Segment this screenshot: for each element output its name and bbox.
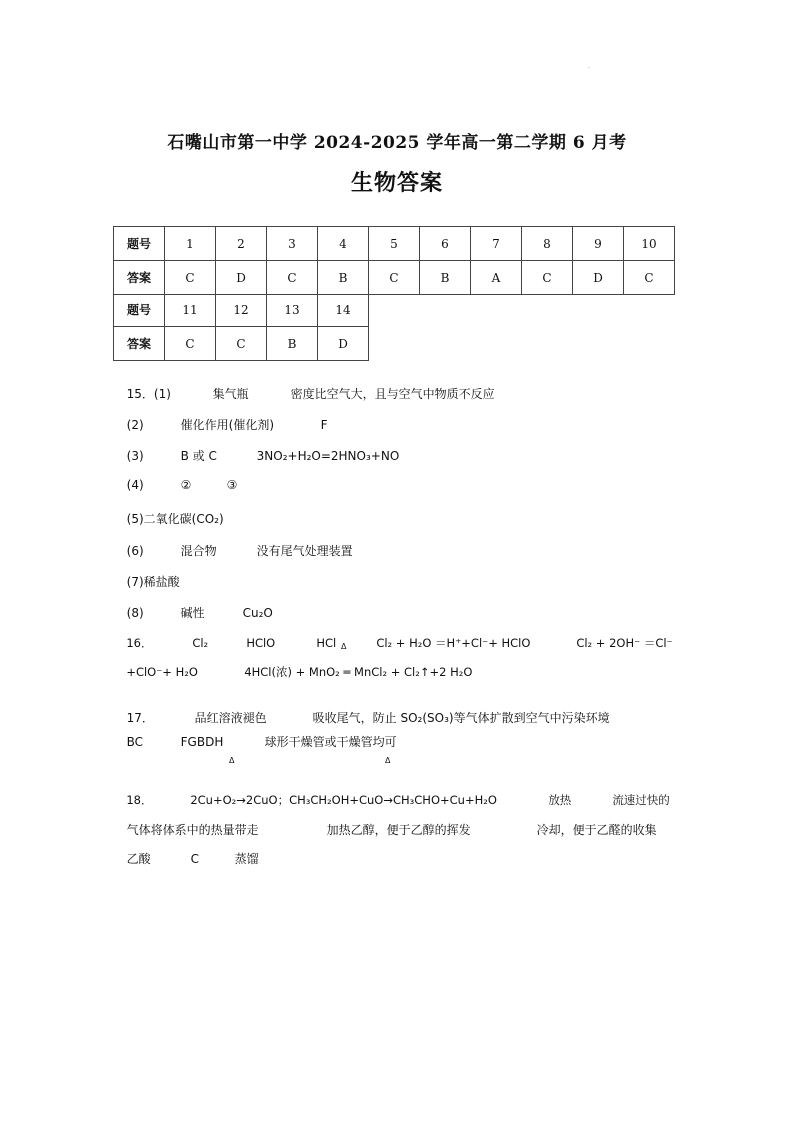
number-cell: 3 (267, 227, 318, 261)
q15-line-6 (119, 528, 353, 559)
answer-cell: B (318, 261, 369, 295)
sub-number: (2) (126, 418, 144, 432)
table-row (114, 327, 369, 361)
answer-text: BC (126, 735, 144, 749)
answer-text: 冷却，便于乙醛的收集 (536, 823, 657, 837)
q18-line-1 (119, 778, 670, 808)
answer-text: Cl₂ + 2OH⁻ ＝Cl⁻ (576, 636, 673, 650)
number-cell: 7 (471, 227, 522, 261)
answer-text: 吸收尾气，防止 SO₂(SO₃)等气体扩散到空气中污染环境 (312, 711, 610, 725)
header-cell: 题号 (114, 227, 165, 261)
sub-number: (4) (126, 478, 144, 492)
question-number: 18． (126, 793, 153, 807)
answer-text: 加热乙醇，便于乙醇的挥发 (326, 823, 471, 837)
sub-number: (8) (126, 606, 144, 620)
table-row (114, 261, 675, 295)
question-number: 16． (126, 636, 153, 650)
question-number: 17． (126, 711, 154, 725)
answer-text: 气体将体系中的热量带走 (126, 823, 259, 837)
heat-symbol: Δ (341, 642, 347, 651)
answer-text: C (190, 852, 200, 866)
number-cell: 1 (165, 227, 216, 261)
answer-cell: D (216, 261, 267, 295)
answer-cell: C (216, 327, 267, 361)
answer-text: 碱性 (180, 606, 205, 620)
number-cell: 5 (369, 227, 420, 261)
answer-text: Cl₂ + H₂O ＝H⁺+Cl⁻+ HClO (376, 636, 531, 650)
answer-text: 球形干燥管或干燥管均可 (264, 735, 397, 749)
sub-number: (3) (126, 449, 144, 463)
answer-cell: A (471, 261, 522, 295)
header-cell: 题号 (114, 293, 165, 327)
answer-cell: C (522, 261, 573, 295)
header-cell: 答案 (114, 261, 165, 295)
answer-text: B 或 C (180, 449, 217, 463)
number-cell: 14 (318, 293, 369, 327)
page-title: 石嘴山市第一中学 2024-2025 学年高一第二学期 6 月考 (167, 133, 627, 153)
number-cell: 11 (165, 293, 216, 327)
number-cell: 6 (420, 227, 471, 261)
answer-text: (7)稀盐酸 (126, 575, 180, 589)
corner-mark: . (588, 63, 590, 70)
q15-line-1 (119, 371, 495, 402)
answer-cell: C (624, 261, 675, 295)
answer-text: Cl₂ (192, 636, 209, 650)
q17-line-2 (119, 719, 397, 750)
answer-text: 3NO₂+H₂O=2HNO₃+NO (256, 449, 400, 463)
table-row (114, 293, 369, 327)
answer-text: 混合物 (180, 544, 217, 558)
question-number: 15．(1) (126, 387, 171, 401)
answer-text: 密度比空气大，且与空气中物质不反应 (290, 387, 495, 401)
answer-text: 催化作用(催化剂) (180, 418, 275, 432)
number-cell: 2 (216, 227, 267, 261)
answer-cell: C (165, 327, 216, 361)
answer-cell: D (318, 327, 369, 361)
q15-line-8 (119, 590, 273, 621)
answer-cell: B (420, 261, 471, 295)
answer-text: 品红溶液褪色 (194, 711, 267, 725)
answer-cell: C (267, 261, 318, 295)
heat-symbol: Δ (229, 756, 235, 765)
sub-number: (6) (126, 544, 144, 558)
answer-cell: B (267, 327, 318, 361)
q16-line-1 (119, 621, 673, 651)
answer-text: +ClO⁻+ H₂O (126, 665, 198, 679)
answer-cell: C (369, 261, 420, 295)
answer-text: 4HCl(浓) + MnO₂ ═ MnCl₂ + Cl₂↑+2 H₂O (244, 665, 473, 679)
answer-text: (5)二氧化碳(CO₂) (126, 512, 224, 526)
q18-line-3 (119, 836, 259, 867)
answer-text: Cu₂O (242, 606, 273, 620)
header-cell: 答案 (114, 327, 165, 361)
page-subtitle: 生物答案 (350, 170, 443, 196)
answer-table-1 (113, 226, 675, 295)
answer-table-2 (113, 293, 369, 361)
heat-symbol: Δ (385, 756, 391, 765)
q16-line-2 (119, 650, 472, 680)
answer-cell: D (573, 261, 624, 295)
answer-text: HCl (316, 636, 337, 650)
answer-text: 没有尾气处理装置 (256, 544, 353, 558)
q18-line-2 (119, 807, 657, 838)
q15-line-7 (119, 559, 180, 590)
answer-text: ② (180, 478, 192, 492)
answer-cell: C (165, 261, 216, 295)
q15-line-5 (119, 496, 224, 527)
answer-text: 集气瓶 (212, 387, 249, 401)
answer-text: 放热 (548, 793, 572, 807)
q15-line-4 (119, 464, 237, 492)
number-cell: 13 (267, 293, 318, 327)
number-cell: 10 (624, 227, 675, 261)
number-cell: 4 (318, 227, 369, 261)
q15-line-3 (119, 433, 399, 464)
number-cell: 8 (522, 227, 573, 261)
table-row (114, 227, 675, 261)
answer-text: ③ (226, 478, 238, 492)
answer-text: 乙酸 (126, 852, 151, 866)
answer-text: F (320, 418, 328, 432)
answer-text: 蒸馏 (234, 852, 259, 866)
answer-text: 流速过快的 (612, 793, 670, 807)
number-cell: 12 (216, 293, 267, 327)
answer-text: FGBDH (180, 735, 224, 749)
q15-line-2 (119, 402, 328, 433)
number-cell: 9 (573, 227, 624, 261)
answer-text: 2Cu+O₂→2CuO；CH₃CH₂OH+CuO→CH₃CHO+Cu+H₂O (190, 793, 497, 807)
answer-text: HClO (246, 636, 276, 650)
